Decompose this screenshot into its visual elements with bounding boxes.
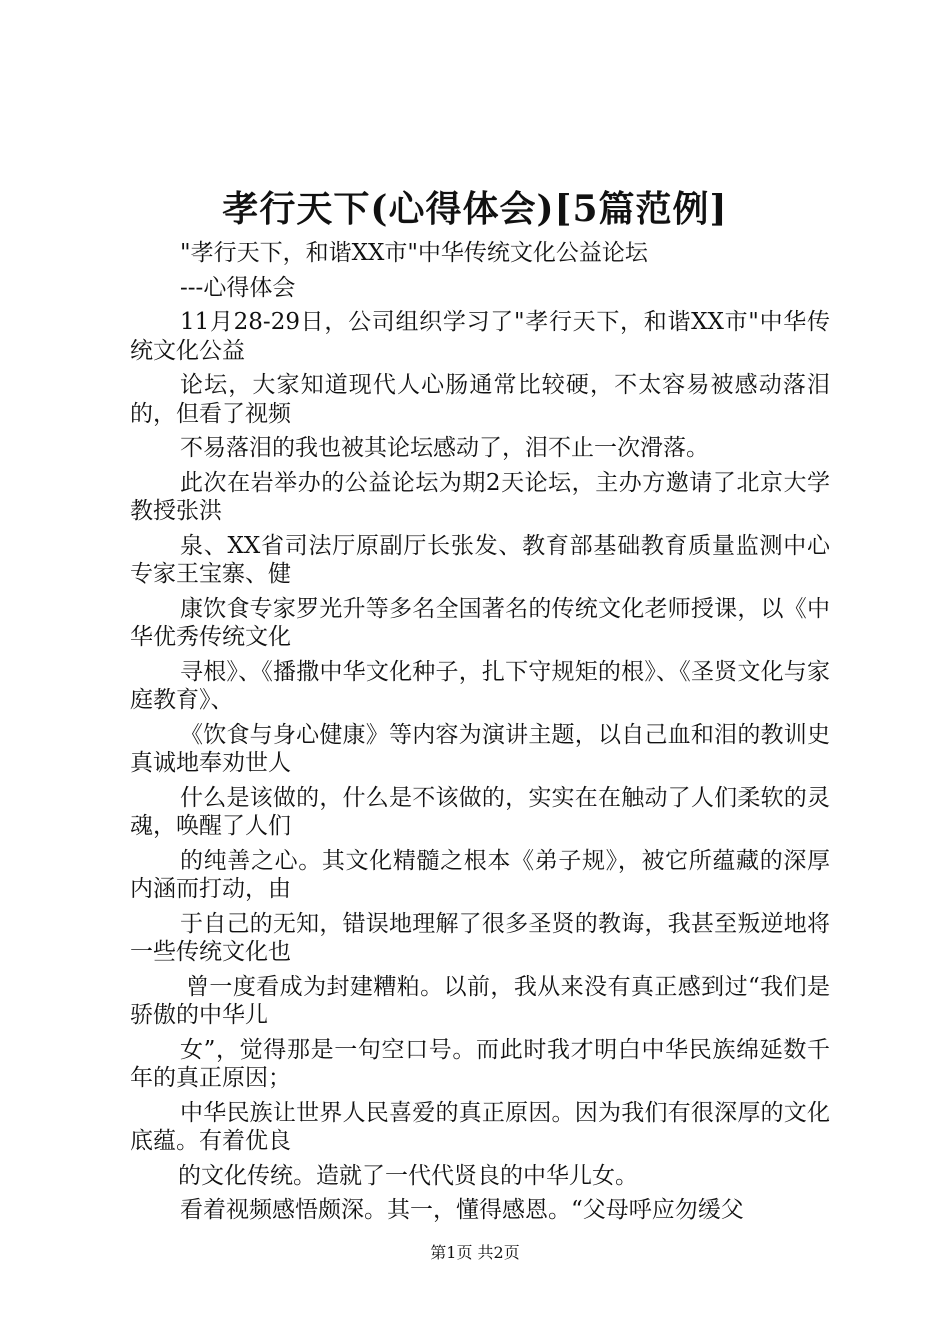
paragraph: 于自己的无知，错误地理解了很多圣贤的教诲，我甚至叛逆地将一些传统文化也	[130, 910, 830, 965]
document-body	[130, 239, 830, 1231]
paragraph: 女”，觉得那是一句空口号。而此时我才明白中华民族绵延数千年的真正原因；	[130, 1036, 830, 1091]
paragraph: 康饮食专家罗光升等多名全国著名的传统文化老师授课，以《中华优秀传统文化	[130, 595, 830, 650]
paragraph: 寻根》、《播撒中华文化种子，扎下守规矩的根》、《圣贤文化与家庭教育》、	[130, 658, 830, 713]
document-title: 孝行天下(心得体会)[5篇范例]	[222, 188, 728, 230]
paragraph: 的纯善之心。其文化精髓之根本《弟子规》，被它所蕴藏的深厚内涵而打动，由	[130, 847, 830, 902]
paragraph: 此次在岩举办的公益论坛为期2天论坛，主办方邀请了北京大学教授张洪	[130, 469, 830, 524]
paragraph: 中华民族让世界人民喜爱的真正原因。因为我们有很深厚的文化底蕴。有着优良	[130, 1099, 830, 1154]
paragraph: 曾一度看成为封建糟粕。以前，我从来没有真正感到过“我们是骄傲的中华儿	[130, 973, 830, 1028]
page-number-footer: 第1页 共2页	[430, 1243, 520, 1262]
paragraph: 《饮食与身心健康》等内容为演讲主题，以自己血和泪的教训史真诚地奉劝世人	[130, 721, 830, 776]
paragraph: 论坛，大家知道现代人心肠通常比较硬，不太容易被感动落泪的，但看了视频	[130, 372, 830, 427]
paragraph: 看着视频感悟颇深。其一，懂得感恩。“父母呼应勿缓父	[180, 1197, 744, 1223]
paragraph: 泉、XX省司法厅原副厅长张发、教育部基础教育质量监测中心专家王宝寨、健	[130, 532, 830, 587]
paragraph: 什么是该做的，什么是不该做的，实实在在触动了人们柔软的灵魂，唤醒了人们	[130, 784, 830, 839]
paragraph: ---心得体会	[180, 274, 296, 301]
paragraph: 11月28-29日，公司组织学习了"孝行天下，和谐XX市"中华传统文化公益	[130, 309, 830, 364]
paragraph: 不易落泪的我也被其论坛感动了，泪不止一次滑落。	[180, 435, 709, 461]
paragraph: "孝行天下，和谐XX市"中华传统文化公益论坛	[180, 240, 648, 266]
paragraph: 的文化传统。造就了一代代贤良的中华儿女。	[178, 1162, 638, 1189]
